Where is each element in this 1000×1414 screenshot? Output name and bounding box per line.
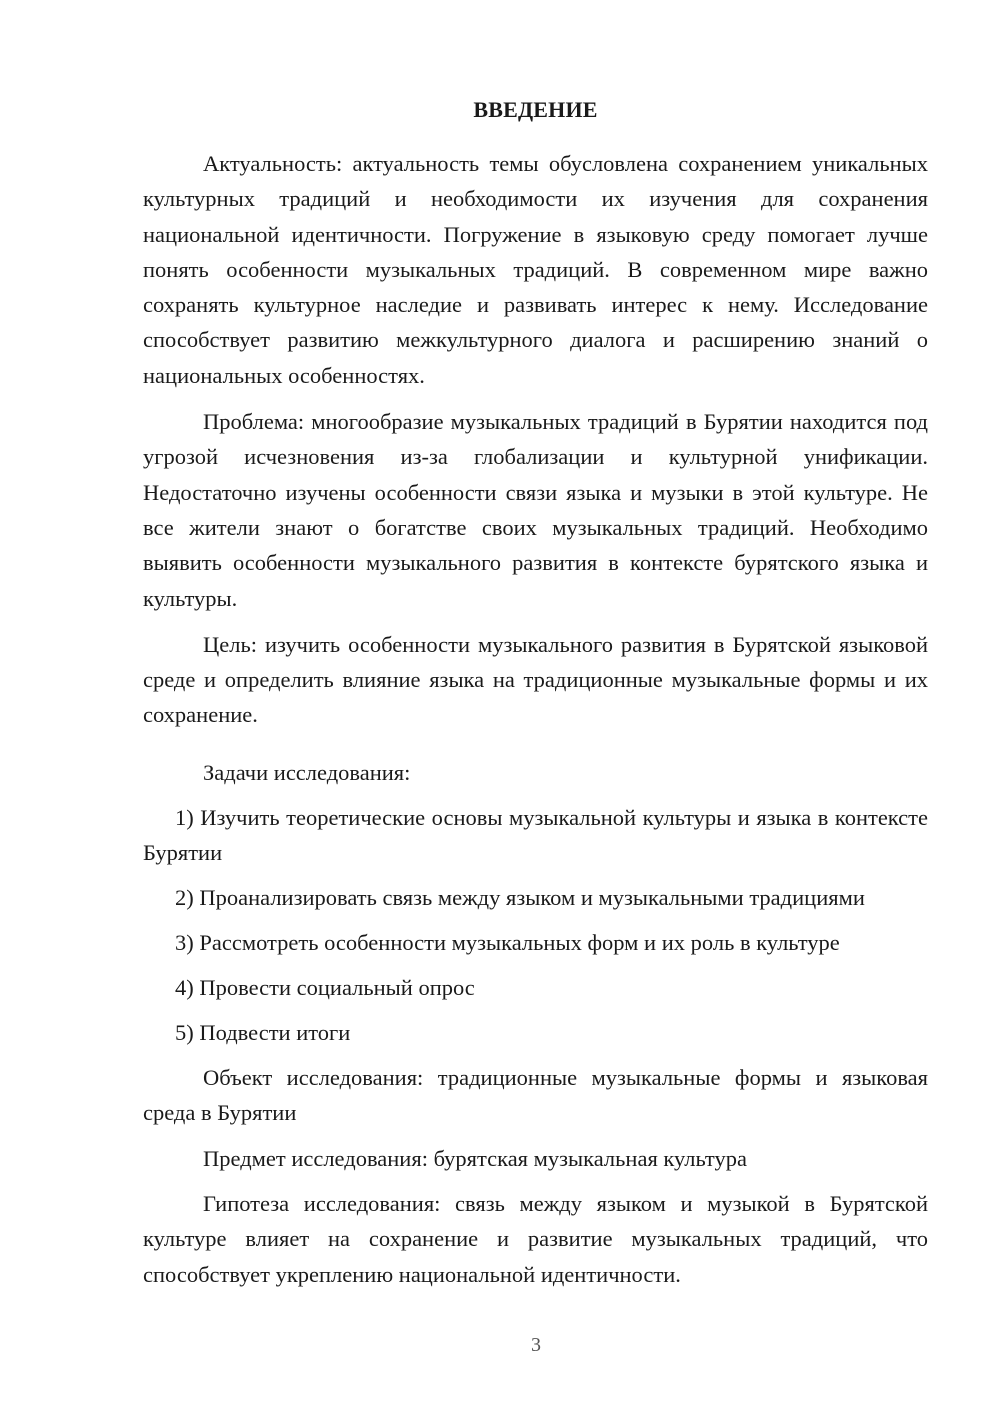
- task-item: 5) Подвести итоги: [175, 1020, 351, 1046]
- page-title: ВВЕДЕНИЕ: [473, 97, 598, 122]
- task-item: 2) Проанализировать связь между языком и музыкальными традициями: [175, 885, 865, 911]
- task-item: 1) Изучить теоретические основы музыкальной культуры и языка в контексте Бурятии: [143, 805, 928, 866]
- object-paragraph: Объект исследования: традиционные музыкальные формы и языковая среда в Бурятии: [143, 1065, 928, 1126]
- task-item: 4) Провести социальный опрос: [175, 975, 475, 1001]
- task-item: 3) Рассмотреть особенности музыкальных форм и их роль в культуре: [175, 930, 840, 956]
- relevance-paragraph: Актуальность: актуальность темы обусловлена сохранением уникальных культурных традиций и необходимости их изучения для сохранения национальной идентичности. Погружение в языковую среду помогает лучше понять особенности музыкальных традиций. В современном мире важно сохранять культурное наследие и развивать интерес к нему. Исследование способствует развитию межкультурного диалога и расширению знаний о национальных особенностях.: [143, 151, 928, 388]
- goal-paragraph: Цель: изучить особенности музыкального развития в Бурятской языковой среде и определить влияние языка на традиционные музыкальные формы и их сохранение.: [143, 631, 928, 728]
- tasks-heading: Задачи исследования:: [203, 759, 411, 785]
- problem-paragraph: Проблема: многообразие музыкальных традиций в Бурятии находится под угрозой исчезновения из-за глобализации и культурной унификации. Недостаточно изучены особенности связи языка и музыки в этой культуре. Не все жители знают о богатстве своих музыкальных традиций. Необходимо выявить особенности музыкального развития в контексте бурятского языка и культуры.: [143, 409, 928, 611]
- document-page: [143, 92, 928, 1292]
- page-number: 3: [531, 1334, 541, 1356]
- hypothesis-paragraph: Гипотеза исследования: связь между языком и музыкой в Бурятской культуре влияет на сохранение и развитие музыкальных традиций, что способствует укреплению национальной идентичности.: [143, 1190, 928, 1287]
- subject-paragraph: Предмет исследования: бурятская музыкальная культура: [203, 1145, 747, 1171]
